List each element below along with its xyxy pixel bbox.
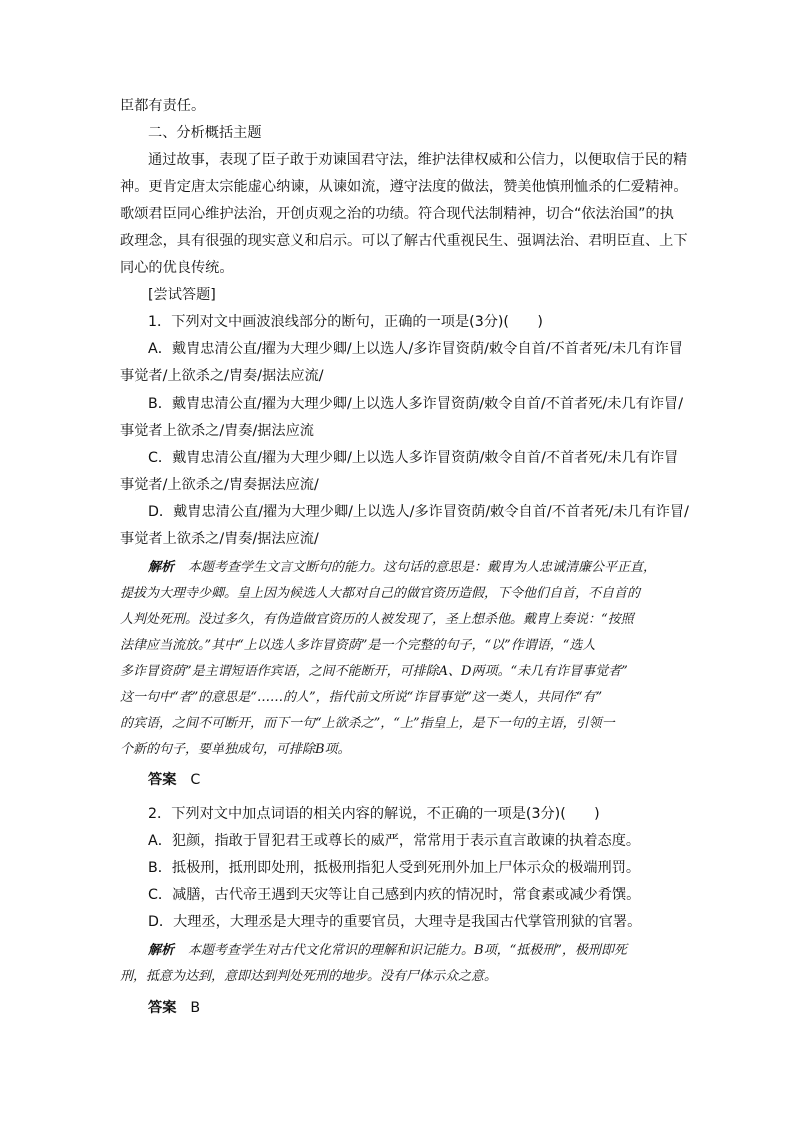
- text-line: 政理念，具有很强的现实意义和启示。可以了解古代重视民生、强调法治、君明臣直、上下: [120, 233, 688, 249]
- text-line: 歌颂君臣同心维护法治，开创贞观之治的功绩。符合现代法制精神，切合“依法治国”的执: [120, 206, 674, 222]
- option-a: A．犯颜，指敢于冒犯君王或尊长的威严，常常用于表示直言敢谏的执着态度。: [148, 833, 641, 849]
- text-line: 通过故事，表现了臣子敢于劝谏国君守法，维护法律权威和公信力，以便取信于民的精: [148, 152, 688, 168]
- analysis-line: 这一句中“者”的意思是“……的人”，指代前文所说“诈冒事觉”这一类人，共同作“有”: [120, 690, 603, 705]
- option-b: B．戴胄忠清公直/擢为大理少卿/上以选人多诈冒资荫/敕令自首/不首者死/未几有诈冒/: [148, 396, 683, 412]
- option-a-cont: 事觉者/上欲杀之/胄奏/据法应流/: [120, 368, 324, 384]
- answer-value: C: [190, 772, 201, 788]
- option-d: D．大理丞，大理丞是大理寺的重要官员，大理寺是我国古代掌管刑狱的官署。: [148, 914, 642, 930]
- question-stem: 1．下列对文中画波浪线部分的断句，正确的一项是(3分)( ): [148, 314, 543, 330]
- answer-value: B: [190, 1000, 201, 1016]
- section-heading: [尝试答题]: [148, 287, 216, 303]
- option-b-cont: 事觉者上欲杀之/胄奏/据法应流: [120, 423, 314, 439]
- section-heading: 二、分析概括主题: [148, 125, 262, 141]
- analysis-line: 个新的句子，要单独成句，可排除B项。: [120, 742, 351, 757]
- analysis-line: 刑，抵意为达到，意即达到判处死刑的地步。没有尸体示众之意。: [120, 969, 498, 984]
- option-d-cont: 事觉者上欲杀之/胄奏/据法应流/: [120, 531, 319, 547]
- analysis-line: 的宾语，之间不可断开，而下一句“上欲杀之”，“上”指皇上，是下一句的主语，引领一: [120, 716, 615, 731]
- text-line: 同心的优良传统。: [120, 260, 234, 276]
- option-c: C．戴胄忠清公直/擢为大理少卿/上以选人多诈冒资荫/敕令自首/不首者死/未几有诈冒: [148, 450, 679, 466]
- option-c: C．减膳，古代帝王遇到天灾等让自己感到内疚的情况时，常食素或减少肴馔。: [148, 887, 641, 903]
- text-line: 臣都有责任。: [120, 98, 206, 114]
- analysis-line: 提拔为大理寺少卿。皇上因为候选人大都对自己的做官资历造假，下令他们自首，不自首的: [120, 586, 641, 601]
- option-a: A．戴胄忠清公直/擢为大理少卿/上以选人/多诈冒资荫/敕令自首/不首者死/未几有诈冒: [148, 341, 683, 357]
- option-d: D．戴胄忠清公直/擢为大理少卿/上以选人/多诈冒资荫/敕令自首/不首者死/未几有诈冒/: [148, 504, 689, 520]
- answer-label: 答案: [148, 772, 177, 788]
- analysis-line: 人判处死刑。没过多久，有伪造做官资历的人被发现了，圣上想杀他。戴胄上奏说：“按照: [120, 612, 634, 627]
- answer-line: [148, 998, 200, 1018]
- analysis-text: 本题考查学生对古代文化常识的理解和识记能力。B项，“抵极刑”，极刑即死: [188, 943, 627, 958]
- option-c-cont: 事觉者/上欲杀之/胄奏据法应流/: [120, 477, 319, 493]
- analysis-line: 法律应当流放。”其中“上以选人多诈冒资荫”是一个完整的句子，“以”作谓语，“选人: [120, 638, 596, 653]
- option-b: B．抵极刑，抵刑即处刑，抵极刑指犯人受到死刑外加上尸体示众的极端刑罚。: [148, 860, 641, 876]
- text-line: 神。更肯定唐太宗能虚心纳谏，从谏如流，遵守法度的做法，赞美他慎刑恤杀的仁爱精神。: [120, 179, 688, 195]
- analysis-label: 解析: [148, 560, 175, 575]
- answer-line: [148, 770, 200, 790]
- analysis-label: 解析: [148, 943, 175, 958]
- question-stem: 2．下列对文中加点词语的相关内容的解说，不正确的一项是(3分)( ): [148, 806, 600, 822]
- answer-label: 答案: [148, 1000, 177, 1016]
- analysis-line: [148, 558, 656, 578]
- analysis-line: [148, 941, 627, 961]
- analysis-text: 本题考查学生文言文断句的能力。这句话的意思是：戴胄为人忠诚清廉公平正直，: [188, 560, 657, 575]
- analysis-line: 多诈冒资荫”是主谓短语作宾语，之间不能断开，可排除A、D两项。“未几有诈冒事觉者”: [120, 664, 628, 679]
